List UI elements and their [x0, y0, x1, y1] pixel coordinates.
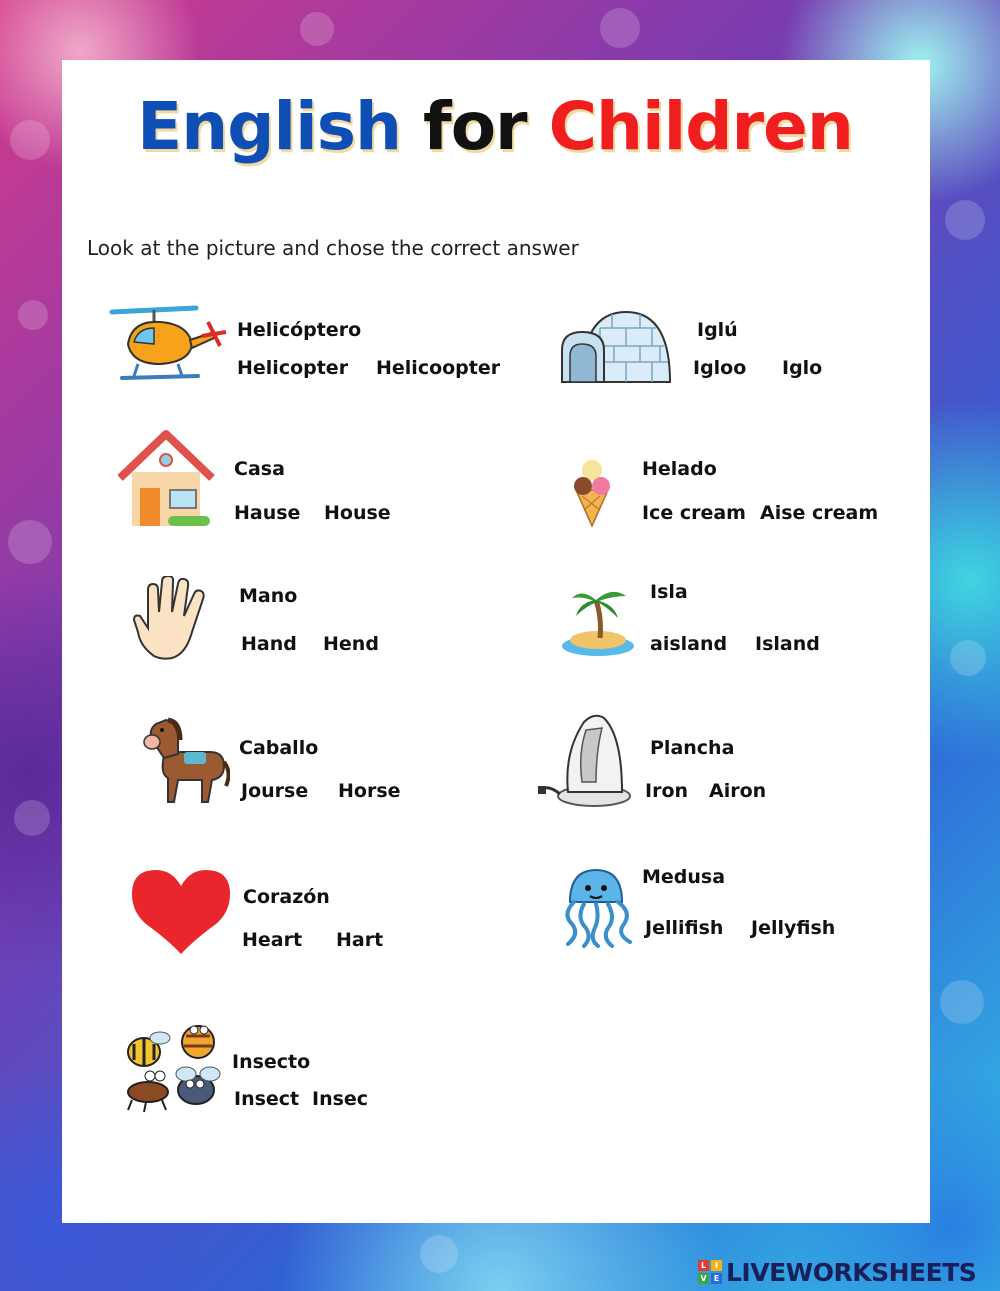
option-answer[interactable]: Helicoopter — [376, 357, 501, 379]
instructions: Look at the picture and chose the correct answer — [87, 236, 579, 260]
logo-letter: E — [711, 1273, 722, 1284]
option-answer[interactable]: House — [324, 502, 391, 524]
option-answer[interactable]: Iron — [645, 780, 689, 802]
spanish-word: Medusa — [642, 866, 726, 888]
bokeh-dot — [18, 300, 48, 330]
bokeh-dot — [600, 8, 640, 48]
bokeh-dot — [945, 200, 985, 240]
ice-cream-icon — [570, 458, 614, 528]
page-title — [0, 88, 990, 165]
liveworksheets-logo[interactable] — [698, 1258, 976, 1286]
option-answer[interactable]: Helicopter — [237, 357, 349, 379]
logo-mark-icon — [698, 1260, 722, 1284]
spanish-word: Iglú — [697, 319, 738, 341]
spanish-word: Corazón — [243, 886, 330, 908]
bokeh-dot — [14, 800, 50, 836]
spanish-word: Mano — [239, 585, 298, 607]
logo-letter: I — [711, 1260, 722, 1271]
logo-text: LIVEWORKSHEETS — [726, 1257, 977, 1287]
title-children: Children — [548, 88, 853, 165]
spanish-word: Helicóptero — [237, 319, 362, 341]
option-answer[interactable]: Heart — [242, 929, 303, 951]
option-answer[interactable]: Jellyfish — [751, 917, 836, 939]
logo-letter: V — [698, 1273, 709, 1284]
insects-icon — [122, 1020, 222, 1114]
option-answer[interactable]: Iglo — [782, 357, 823, 379]
option-answer[interactable]: Jourse — [241, 780, 309, 802]
option-answer[interactable]: Jellifish — [645, 917, 724, 939]
option-answer[interactable]: Hause — [234, 502, 301, 524]
title-for: for — [423, 88, 527, 165]
helicopter-icon — [108, 302, 232, 388]
option-answer[interactable]: Insec — [312, 1088, 369, 1110]
option-answer[interactable]: Ice cream — [642, 502, 746, 524]
option-answer[interactable]: Hart — [336, 929, 384, 951]
option-answer[interactable]: Hand — [241, 633, 297, 655]
title-english: English — [137, 88, 402, 165]
bokeh-dot — [940, 980, 984, 1024]
jellyfish-icon — [560, 868, 638, 948]
option-answer[interactable]: Island — [755, 633, 820, 655]
heart-icon — [132, 868, 230, 956]
spanish-word: Isla — [650, 581, 688, 603]
option-answer[interactable]: Airon — [709, 780, 767, 802]
igloo-icon — [560, 306, 674, 386]
option-answer[interactable]: Hend — [323, 633, 379, 655]
spanish-word: Insecto — [232, 1051, 311, 1073]
island-icon — [560, 584, 638, 658]
option-answer[interactable]: Aise cream — [760, 502, 879, 524]
horse-icon — [138, 716, 230, 808]
spanish-word: Caballo — [239, 737, 319, 759]
spanish-word: Casa — [234, 458, 285, 480]
bokeh-dot — [420, 1235, 458, 1273]
option-answer[interactable]: Igloo — [693, 357, 747, 379]
option-answer[interactable]: aisland — [650, 633, 728, 655]
bokeh-dot — [950, 640, 986, 676]
spanish-word: Helado — [642, 458, 717, 480]
iron-icon — [538, 712, 634, 810]
bokeh-dot — [8, 520, 52, 564]
option-answer[interactable]: Horse — [338, 780, 401, 802]
bokeh-dot — [300, 12, 334, 46]
house-icon — [118, 430, 216, 528]
option-answer[interactable]: Insect — [234, 1088, 300, 1110]
hand-icon — [132, 576, 214, 662]
spanish-word: Plancha — [650, 737, 735, 759]
logo-letter: L — [698, 1260, 709, 1271]
